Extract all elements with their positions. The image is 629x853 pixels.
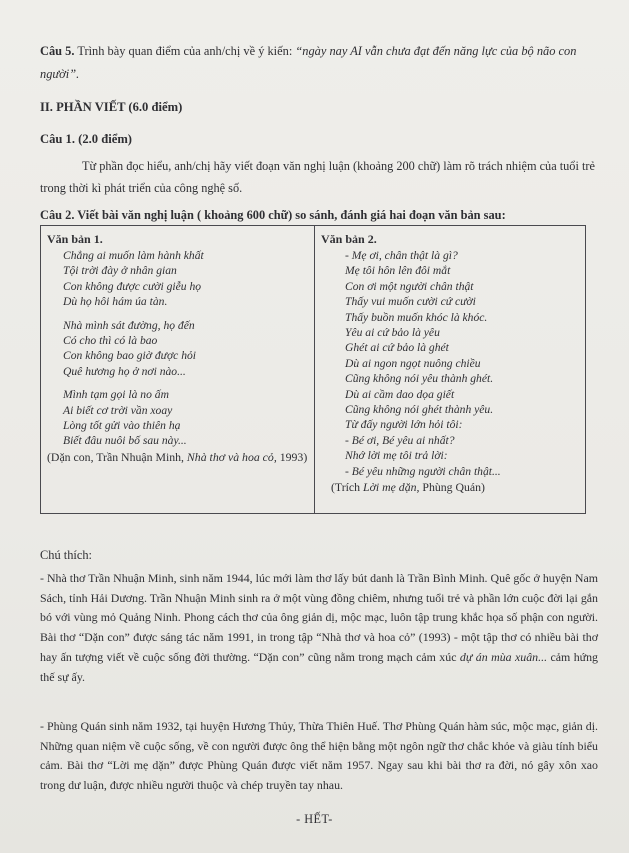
poem-line: - Bé ơi, Bé yêu ai nhất?: [345, 433, 455, 447]
poem-line: Nhớ lời mẹ tôi trả lời:: [345, 449, 448, 463]
question-1-text: Từ phần đọc hiểu, anh/chị hãy viết đoạn văn nghị luận (khoảng 200 chữ) làm rõ trách nhiệm của tuổi trẻ trong thời kì phát triển của công nghệ số.: [40, 159, 595, 195]
poem-2-source-author: Phùng Quán): [422, 480, 485, 495]
poem-2-source-pre: (Trích: [331, 480, 361, 495]
poem-line: Mẹ tôi hôn lên đôi mắt: [345, 264, 451, 278]
poem-1-source: [47, 450, 308, 465]
note-1-text: - Nhà thơ Trần Nhuận Minh, sinh năm 1944, lúc mới làm thơ lấy bút danh là Trần Bình Minh. Quê gốc ở huyện Nam Sách, tỉnh Hải Dương. Trần Nhuận Minh sinh ra ở một vùng đồng chiêm, nhưng tuổi trẻ và phần lớn cuộc đời lại gắn bó với vùng mỏ Quảng Ninh. Phong cách thơ của ông giản dị, mộc mạc, luôn tập trung khắc họa số phận con người. Bài thơ “Dặn con” được sáng tác năm 1991, in trong tập “Nhà thơ và hoa cỏ” (1993) - một tập thơ có nhiều bài thơ hay ấn tượng viết về cuộc sống đời thường. “Dặn con” cũng nằm trong mạch cảm xúc: [40, 571, 598, 664]
poem-line: Dù ai ngon ngọt nuông chiều: [345, 356, 481, 370]
poem-line: - Mẹ ơi, chân thật là gì?: [345, 249, 458, 262]
question-5-quote: “ngày nay AI vẫn chưa đạt đến năng lực của bộ não con người”.: [40, 44, 577, 81]
poem-2-source-title: Lời mẹ dặn,: [363, 480, 420, 495]
part-2-heading: II. PHẦN VIẾT (6.0 điểm): [40, 100, 183, 114]
poem-line: Từ đấy người lớn hỏi tôi:: [345, 418, 463, 432]
poem-1-source-year: 1993): [279, 449, 308, 464]
poem-1-title: Văn bản 1.: [47, 232, 103, 246]
note-1-tail: cảm hứng thế sự ấy.: [40, 649, 598, 684]
poem-2-lines: [321, 248, 579, 479]
notes-heading: Chú thích:: [40, 548, 92, 562]
poem-line: Ghét ai cứ bảo là ghét: [345, 341, 449, 355]
poem-line: Mình tạm gọi là no ấm: [63, 388, 169, 402]
poem-line: Tội trời đày ở nhân gian: [63, 264, 177, 278]
poem-2-cell: [315, 226, 586, 514]
question-5: [40, 40, 600, 86]
poem-2-source: [321, 480, 579, 495]
question-1-heading: Câu 1. (2.0 điểm): [40, 132, 132, 146]
poem-line: - Bé yêu những người chân thật...: [345, 464, 501, 478]
poem-line: Con không được cười giễu họ: [63, 279, 202, 293]
poem-line: Biết đâu nuôi bố sau này...: [63, 434, 187, 448]
poem-line: Có cho thì có là bao: [63, 334, 158, 348]
question-5-text: Trình bày quan điểm của anh/chị về ý kiến:: [77, 44, 293, 58]
poem-line: Dù họ hôi hám úa tàn.: [63, 295, 168, 309]
poem-line: Thấy vui muốn cười cứ cười: [345, 295, 476, 309]
poem-1-cell: [41, 226, 315, 514]
poem-line: Thấy buồn muốn khóc là khóc.: [345, 310, 488, 324]
note-tran-nhuan-minh: [40, 569, 598, 687]
poem-line: Quê hương họ ở nơi nào...: [63, 364, 186, 378]
poem-line: Lòng tốt gửi vào thiên hạ: [63, 419, 181, 433]
poem-1-source-book: Nhà thơ và hoa cỏ,: [186, 449, 277, 464]
poem-1-lines: [47, 248, 308, 449]
question-5-number: Câu 5.: [40, 44, 75, 58]
poem-line: Yêu ai cứ bảo là yêu: [345, 326, 440, 340]
poem-line: Cũng không nói yêu thành ghét.: [345, 372, 494, 386]
note-1-italic: dự án mùa xuân...: [459, 649, 548, 664]
poem-line: Con ơi một người chân thật: [345, 279, 474, 293]
poem-line: Chẳng ai muốn làm hành khất: [63, 249, 204, 262]
question-2-heading: Câu 2. Viết bài văn nghị luận ( khoảng 600 chữ) so sánh, đánh giá hai đoạn văn bản sau:: [40, 208, 506, 222]
poem-line: Ai biết cơ trời vần xoay: [63, 403, 173, 417]
end-mark: - HẾT-: [296, 812, 333, 826]
poem-line: Nhà mình sát đường, họ đến: [63, 318, 195, 332]
poem-line: Dù ai cầm dao dọa giết: [345, 387, 455, 401]
poem-2-title: Văn bản 2.: [321, 232, 377, 246]
poem-line: Con không bao giờ được hỏi: [63, 349, 197, 363]
poem-1-source-author: (Dặn con, Trần Nhuận Minh,: [47, 449, 184, 464]
note-phung-quan: - Phùng Quán sinh năm 1932, tại huyện Hương Thủy, Thừa Thiên Huế. Thơ Phùng Quán hàm súc, mộc mạc, giản dị. Những quan niệm về cuộc sống, về con người được ông thể hiện bằng một ngôn ngữ thơ chắc khỏe và giàu tính biểu cảm. Bài thơ “Lời mẹ dặn” được Phùng Quán được viết năm 1957. Ngay sau khi bài thơ ra đời, nó gây xôn xao trong dư luận, được nhiều người thuộc và chép truyền tay nhau.: [40, 719, 598, 793]
poem-comparison-table: [40, 225, 586, 514]
poem-line: Cũng không nói ghét thành yêu.: [345, 403, 494, 417]
